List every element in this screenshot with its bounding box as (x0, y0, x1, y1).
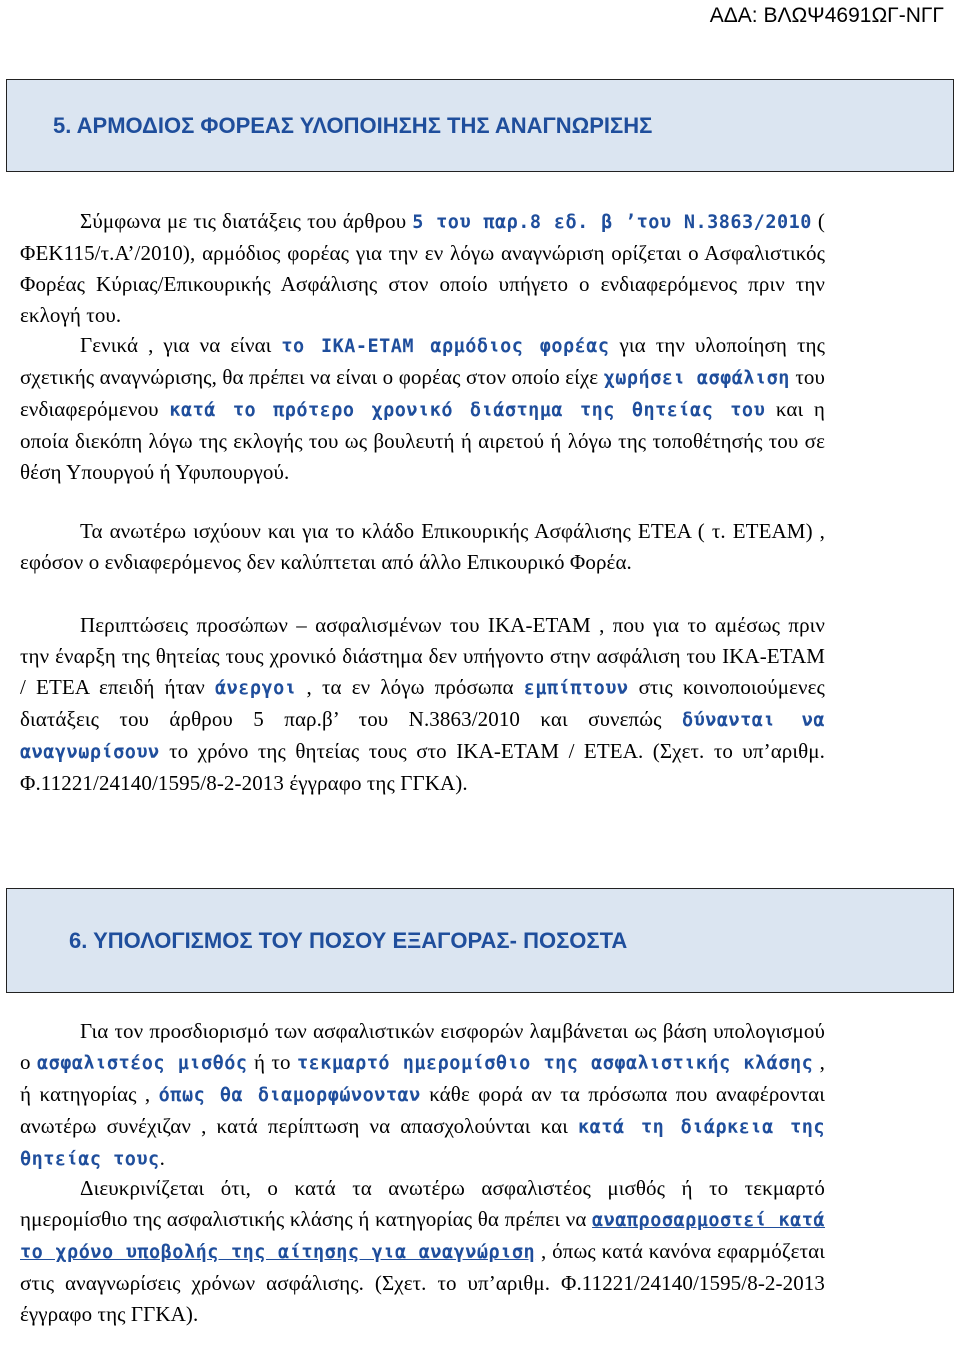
section-5-heading (6, 79, 954, 172)
text-run: του ενδιαφερόμενου (20, 365, 825, 422)
text-run: στις κοινοποιούμενες διατάξεις του άρθρου 5 παρ.β’ του Ν.3863/2010 και συνεπώς (20, 675, 825, 732)
section-6-paragraph-1 (20, 1016, 825, 1175)
text-run: και η οποία διεκόπη λόγω της εκλογής του ως βουλευτή ή αιρετού ή λόγω της τοποθέτησής του σε θέση Υπουργού ή Υφυπουργού. (20, 397, 825, 485)
text-run: Σύμφωνα με τις διατάξεις του άρθρου (80, 209, 413, 233)
text-run: Περιπτώσεις προσώπων – ασφαλισμένων του ΙΚΑ-ΕΤΑΜ , που για το αμέσως πριν την έναρξη της θητείας τους χρονικό διάστημα δεν υπήγοντο στην ασφάλιση του ΙΚΑ-ΕΤΑΜ / ΕΤΕΑ επειδή ήταν (20, 613, 825, 700)
highlight-run: ασφαλιστέος μισθός (37, 1053, 248, 1075)
section-6-heading (6, 888, 954, 993)
section-5-heading-text: 5. ΑΡΜΟΔΙΟΣ ΦΟΡΕΑΣ ΥΛΟΠΟΙΗΣΗΣ ΤΗΣ ΑΝΑΓΝΩΡΙΣΗΣ (53, 112, 653, 138)
section-5-paragraph-2 (20, 330, 825, 488)
text-run: για την υλοποίηση της σχετικής αναγνώρισης, θα πρέπει να είναι ο φορέας στον οποίο είχε (20, 333, 825, 390)
highlight-run: όπως θα διαμορφώνονταν (158, 1085, 421, 1107)
highlight-run: κατά το πρότερο χρονικό διάστημα της θητείας του (169, 400, 766, 422)
text-run: Τα ανωτέρω ισχύουν και για το κλάδο Επικουρικής Ασφάλισης ΕΤΕΑ ( τ. ΕΤΕΑΜ) , εφόσον ο ενδιαφερόμενος δεν καλύπτεται από άλλο Επικουρικό Φορέα. (20, 519, 825, 575)
text-run: Γενικά , για να είναι (80, 333, 282, 357)
highlight-run: τεκμαρτό ημερομίσθιο της ασφαλιστικής κλάσης (296, 1053, 814, 1075)
text-run: Διευκρινίζεται ότι, ο κατά τα ανωτέρω ασφαλιστέος μισθός ή το τεκμαρτό ημερομίσθιο της ασφαλιστικής κλάσης ή κατηγορίας θα πρέπει να (20, 1176, 825, 1232)
highlight-run: χωρήσει ασφάλιση (603, 368, 790, 390)
highlight-run: 5 του παρ.8 εδ. β ’του Ν.3863/2010 (412, 212, 812, 233)
highlight-run: άνεργοι (214, 678, 297, 700)
highlight-run: το ΙΚΑ-ΕΤΑΜ αρμόδιος φορέας (281, 336, 610, 357)
text-run: , ή κατηγορίας , (20, 1050, 826, 1107)
section-5-paragraph-4 (20, 610, 825, 800)
highlight-run: αναπροσαρμοστεί κατά το χρόνο υποβολής της αίτησης για αναγνώριση (20, 1210, 825, 1264)
text-run: το χρόνο της θητείας τους στο ΙΚΑ-ΕΤΑΜ / ΕΤΕΑ. (Σχετ. το υπ’αριθμ. Φ.11221/24140/1595/8-2-2013 έγγραφο της ΓΓΚΑ). (20, 739, 825, 796)
section-6-paragraph-2 (20, 1173, 825, 1330)
text-run: ή το (247, 1050, 297, 1075)
section-6-heading-text: 6. ΥΠΟΛΟΓΙΣΜΟΣ ΤΟΥ ΠΟΣΟΥ ΕΞΑΓΟΡΑΣ- ΠΟΣΟΣΤΑ (69, 927, 628, 953)
highlight-run: εμπίπτουν (523, 678, 629, 700)
section-5-paragraph-3 (20, 516, 825, 578)
text-run: κάθε φορά αν τα πρόσωπα που αναφέρονται ανωτέρω συνέχιζαν , κατά περίπτωση να απασχολούνται και (20, 1082, 825, 1139)
text-run: Για τον προσδιορισμό των ασφαλιστικών εισφορών λαμβάνεται ως βάση υπολογισμού ο (20, 1019, 825, 1075)
highlight-run: κατά τη διάρκεια της θητείας τους (20, 1117, 825, 1171)
text-run: ( ΦΕΚ115/τ.Α’/2010), αρμόδιος φορέας για την εν λόγω αναγνώριση ορίζεται ο Ασφαλιστικός Φορέας Κύριας/Επικουρικής Ασφάλισης στον οποίο υπήγετο ο ενδιαφερόμενος πριν την εκλογή του. (20, 209, 825, 328)
text-run: , τα εν λόγω πρόσωπα (296, 675, 524, 700)
highlight-run: δύνανται να αναγνωρίσουν (20, 710, 825, 764)
text-run: . (159, 1146, 166, 1171)
section-5-paragraph-1 (20, 206, 825, 331)
ada-code: ΑΔΑ: ΒΛΩΨ4691ΩΓ-ΝΓΓ (709, 4, 944, 27)
text-run: , όπως κατά κανόνα εφαρμόζεται στις αναγνωρίσεις χρόνων ασφάλισης. (Σχετ. το υπ’αριθμ. Φ.11221/24140/1595/8-2-2013 έγγραφο της ΓΓΚΑ). (20, 1239, 825, 1327)
